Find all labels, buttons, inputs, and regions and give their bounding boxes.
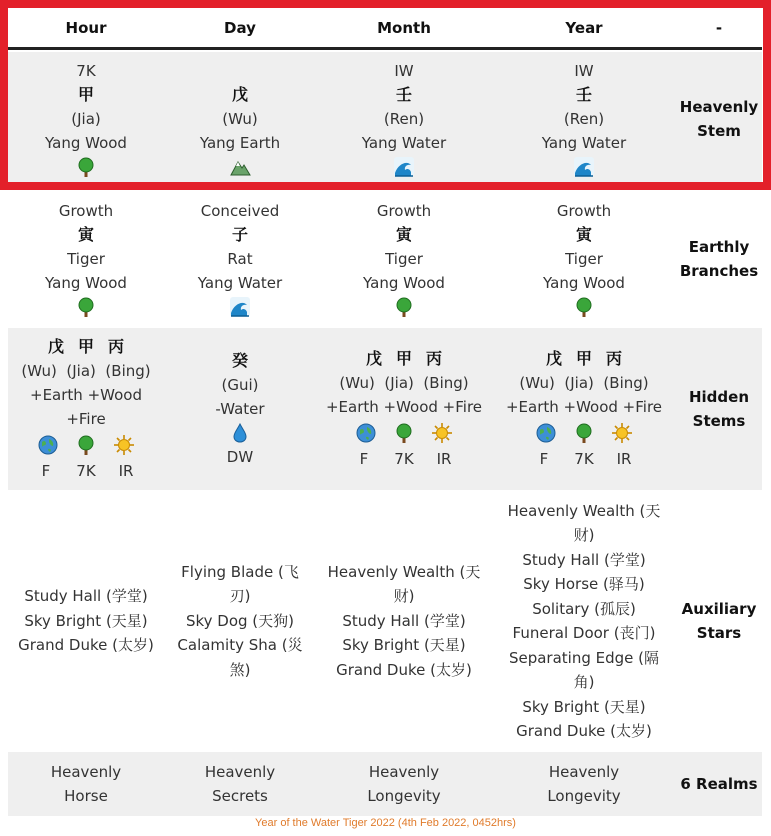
month-aux-cell [316, 496, 492, 746]
hidden-codes [26, 459, 146, 483]
aux-star: Calamity Sha (災 [177, 636, 303, 655]
hidden-hanzi: 甲 [575, 349, 592, 368]
hidden-code: DW [226, 448, 254, 466]
hidden-pinyin: (Wu) (Jia) (Bing) [339, 374, 469, 392]
hidden-code: 7K [394, 450, 414, 468]
tree-icon [573, 296, 595, 318]
tree-icon [75, 434, 97, 456]
branch-hanzi: 寅 [575, 225, 592, 244]
branch-element: Yang Water [197, 274, 283, 292]
hidden-hanzi: 丙 [425, 349, 442, 368]
realm-line: Heavenly [50, 763, 122, 781]
hidden-hanzi: 戊 [47, 337, 64, 356]
sun-icon [611, 422, 633, 444]
aux-star: Heavenly Wealth (天 [327, 562, 481, 581]
aux-star: 刃) [229, 587, 251, 606]
branch-hanzi: 寅 [395, 225, 412, 244]
aux-star: Sky Horse (驿马) [523, 575, 645, 593]
month-branch-cell [316, 194, 492, 324]
stem-pinyin: (Ren) [563, 110, 605, 128]
branch-animal: Tiger [565, 250, 603, 268]
tree-icon [393, 296, 415, 318]
earth-globe-icon [355, 422, 377, 444]
hidden-stems-row [8, 328, 762, 490]
day-hidden-cell [164, 328, 316, 490]
branch-phase: Conceived [200, 202, 280, 220]
hidden-hanzi-group [541, 347, 627, 371]
hidden-pinyin: (Gui) [221, 376, 259, 394]
stem-pinyin: (Jia) [71, 110, 101, 128]
branch-element: Yang Wood [543, 274, 625, 292]
aux-star: Grand Duke (太岁) [18, 636, 154, 655]
stem-hanzi: 壬 [395, 85, 412, 104]
stem-hanzi: 壬 [575, 85, 592, 104]
header-hour: Hour [65, 18, 107, 37]
branch-animal: Tiger [67, 250, 105, 268]
hour-hidden-cell [8, 328, 164, 490]
aux-star: Solitary (孤辰) [532, 599, 636, 618]
stem-hanzi: 戊 [231, 85, 248, 104]
branch-element: Yang Wood [45, 274, 127, 292]
month-hidden-cell [316, 328, 492, 490]
hour-stem-cell [8, 52, 164, 186]
auxiliary-stars-row [8, 496, 762, 746]
hidden-pinyin: (Wu) (Jia) (Bing) [21, 362, 151, 380]
hidden-hanzi: 戊 [545, 349, 562, 368]
hidden-elements: -Water [215, 400, 265, 418]
wave-icon [393, 156, 415, 178]
aux-star: Sky Bright (天星) [522, 697, 646, 716]
hidden-icons [37, 433, 135, 457]
year-hidden-cell [492, 328, 676, 490]
aux-star: Sky Bright (天星) [24, 611, 148, 630]
realm-line: Horse [64, 787, 108, 805]
tree-icon [573, 422, 595, 444]
stem-hanzi: 甲 [77, 85, 94, 104]
six-realms-row [8, 752, 762, 816]
aux-star: Grand Duke (太岁) [336, 660, 472, 679]
aux-star: Flying Blade (飞 [181, 562, 299, 581]
wave-icon [229, 296, 251, 318]
branch-animal: Rat [227, 250, 253, 268]
aux-star: Funeral Door (丧门) [512, 624, 656, 642]
aux-star: 财) [573, 526, 595, 544]
stem-pinyin: (Wu) [222, 110, 258, 128]
stem-code: IW [574, 62, 594, 80]
aux-star: Sky Bright (天星) [342, 636, 466, 655]
hidden-icons [355, 421, 453, 445]
hour-aux-cell [8, 496, 164, 746]
aux-star: Sky Dog (天狗) [185, 611, 295, 630]
aux-star: 财) [393, 587, 415, 606]
realm-line: Secrets [212, 787, 268, 805]
hidden-code: IR [118, 462, 134, 480]
realm-line: Heavenly [548, 763, 620, 781]
branch-hanzi: 寅 [77, 225, 94, 244]
hidden-code: IR [616, 450, 632, 468]
hidden-hanzi: 甲 [395, 349, 412, 368]
year-aux-cell [492, 496, 676, 746]
hidden-hanzi-group [361, 347, 447, 371]
stem-pinyin: (Ren) [383, 110, 425, 128]
hidden-code: IR [436, 450, 452, 468]
hidden-elements: +Fire [66, 410, 106, 428]
hidden-hanzi: 丙 [107, 337, 124, 356]
year-stem-cell [492, 52, 676, 186]
heavenly-stem-row [8, 52, 762, 186]
branch-phase: Growth [376, 202, 432, 220]
stem-element: Yang Water [541, 134, 627, 152]
month-stem-cell [316, 52, 492, 186]
hidden-hanzi-group [43, 335, 129, 359]
hidden-hanzi: 戊 [365, 349, 382, 368]
aux-star: 角) [573, 673, 595, 691]
earthly-branches-row [8, 194, 762, 324]
hidden-elements: +Earth +Wood [30, 386, 142, 404]
header-month: Month [377, 18, 431, 37]
year-realm-cell [492, 752, 676, 816]
hidden-elements: +Earth +Wood +Fire [505, 398, 663, 416]
wave-icon [573, 156, 595, 178]
hidden-code: F [41, 462, 51, 480]
stem-element: Yang Earth [199, 134, 281, 152]
aux-star: Heavenly Wealth (天 [507, 501, 661, 520]
branch-phase: Growth [556, 202, 612, 220]
tree-icon [393, 422, 415, 444]
branch-element: Yang Wood [363, 274, 445, 292]
stem-code: 7K [76, 62, 96, 80]
hidden-hanzi: 癸 [231, 351, 248, 370]
stem-element: Yang Water [361, 134, 447, 152]
earthly-branches-label: Earthly Branches [679, 238, 759, 280]
hidden-codes [344, 447, 464, 471]
hidden-stems-label: Hidden Stems [688, 388, 750, 430]
hidden-code: 7K [76, 462, 96, 480]
branch-phase: Growth [58, 202, 114, 220]
realm-line: Heavenly [204, 763, 276, 781]
water-drop-icon [229, 422, 251, 444]
mountain-icon [229, 156, 251, 178]
month-realm-cell [316, 752, 492, 816]
hidden-codes [524, 447, 644, 471]
earth-globe-icon [535, 422, 557, 444]
day-aux-cell [164, 496, 316, 746]
hidden-code: F [539, 450, 549, 468]
hour-branch-cell [8, 194, 164, 324]
hidden-code: 7K [574, 450, 594, 468]
stem-element: Yang Wood [45, 134, 127, 152]
header-year: Year [565, 18, 603, 37]
branch-animal: Tiger [385, 250, 423, 268]
hidden-elements: +Earth +Wood +Fire [325, 398, 483, 416]
hidden-code: F [359, 450, 369, 468]
realm-line: Heavenly [368, 763, 440, 781]
hidden-icons [535, 421, 633, 445]
aux-star: 煞) [229, 660, 251, 679]
hour-realm-cell [8, 752, 164, 816]
year-branch-cell [492, 194, 676, 324]
hidden-hanzi: 丙 [605, 349, 622, 368]
realm-line: Longevity [367, 787, 441, 805]
aux-star: Grand Duke (太岁) [516, 722, 652, 740]
heavenly-stem-label: Heavenly Stem [679, 98, 759, 140]
six-realms-label: 6 Realms [680, 775, 758, 793]
branch-hanzi: 子 [231, 225, 248, 244]
aux-star: Study Hall (学堂) [522, 550, 646, 569]
aux-star: Separating Edge (隔 [508, 648, 660, 667]
day-branch-cell [164, 194, 316, 324]
header-dash: - [715, 18, 723, 37]
tree-icon [75, 156, 97, 178]
stem-code: IW [394, 62, 414, 80]
day-stem-cell [164, 52, 316, 186]
tree-icon [75, 296, 97, 318]
sun-icon [431, 422, 453, 444]
aux-star: Study Hall (学堂) [342, 611, 466, 630]
day-realm-cell [164, 752, 316, 816]
table-header [8, 8, 762, 50]
aux-star: Study Hall (学堂) [24, 587, 148, 606]
sun-icon [113, 434, 135, 456]
footer-caption: Year of the Water Tiger 2022 (4th Feb 2022, 0452hrs) [255, 817, 516, 829]
earth-globe-icon [37, 434, 59, 456]
hidden-pinyin: (Wu) (Jia) (Bing) [519, 374, 649, 392]
hidden-hanzi: 甲 [77, 337, 94, 356]
realm-line: Longevity [547, 787, 621, 805]
auxiliary-stars-label: Auxiliary Stars [681, 599, 757, 642]
header-day: Day [224, 18, 256, 37]
